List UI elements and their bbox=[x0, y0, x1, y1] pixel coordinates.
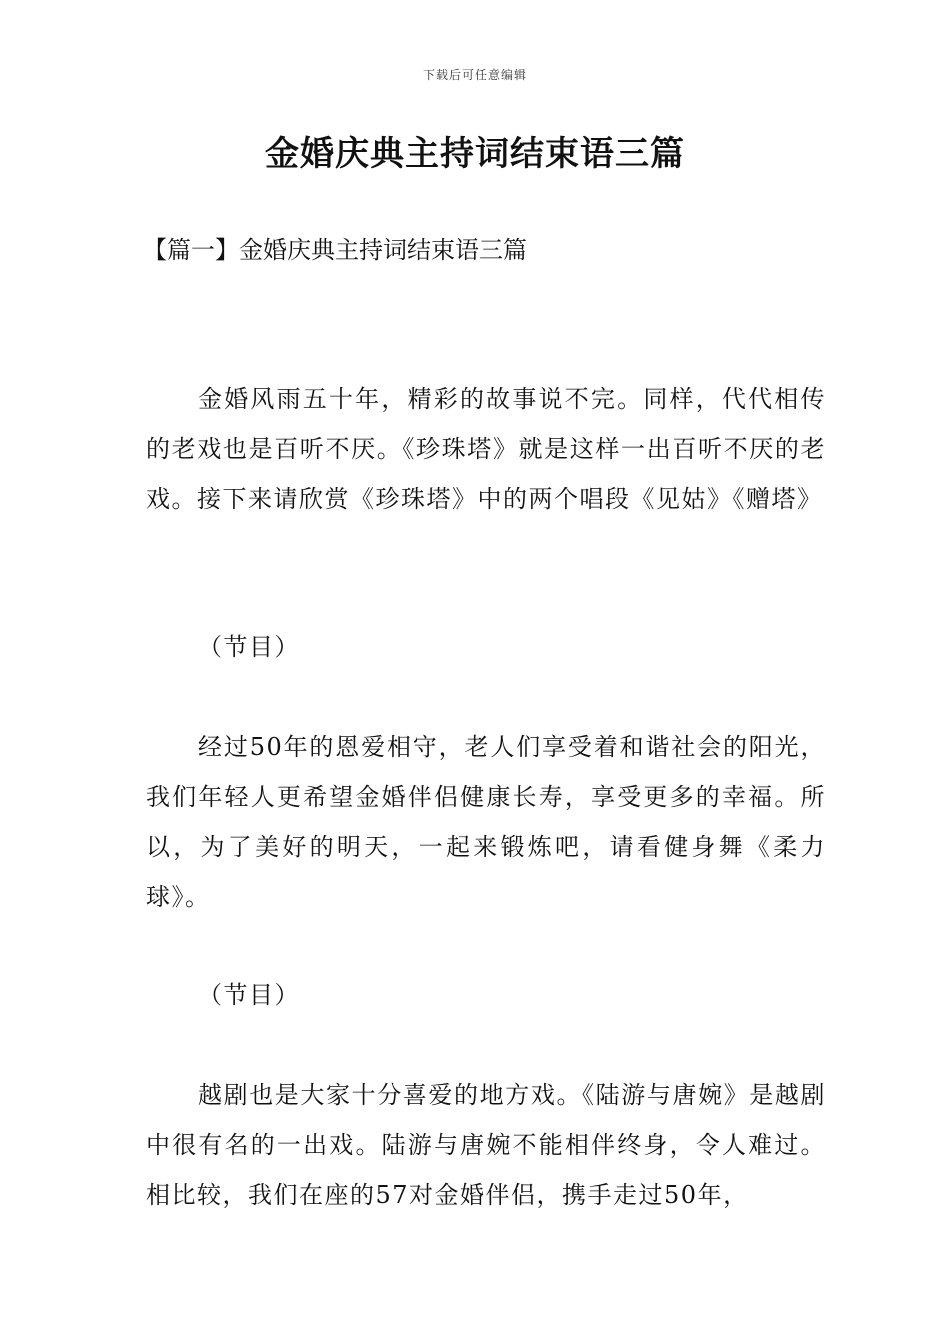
paragraph-3: 越剧也是大家十分喜爱的地方戏。《陆游与唐婉》是越剧中很有名的一出戏。陆游与唐婉不能相伴终身，令人难过。相比较，我们在座的57对金婚伴侣，携手走过50年， bbox=[146, 1081, 826, 1209]
paragraph-1: 金婚风雨五十年，精彩的故事说不完。同样，代代相传的老戏也是百听不厌。《珍珠塔》就是这样一出百听不厌的老戏。接下来请欣赏《珍珠塔》中的两个唱段《见姑》《赠塔》 bbox=[146, 385, 826, 513]
program-note-1: （节目） bbox=[198, 633, 300, 661]
document-title: 金婚庆典主持词结束语三篇 bbox=[265, 134, 685, 174]
header-note: 下载后可任意编辑 bbox=[422, 68, 527, 82]
paragraph-2: 经过50年的恩爱相守，老人们享受着和谐社会的阳光，我们年轻人更希望金婚伴侣健康长寿，享受更多的幸福。所以，为了美好的明天，一起来锻炼吧，请看健身舞《柔力球》。 bbox=[146, 733, 826, 911]
program-note-2: （节目） bbox=[198, 981, 300, 1009]
section-heading: 【篇一】金婚庆典主持词结束语三篇 bbox=[143, 236, 527, 264]
